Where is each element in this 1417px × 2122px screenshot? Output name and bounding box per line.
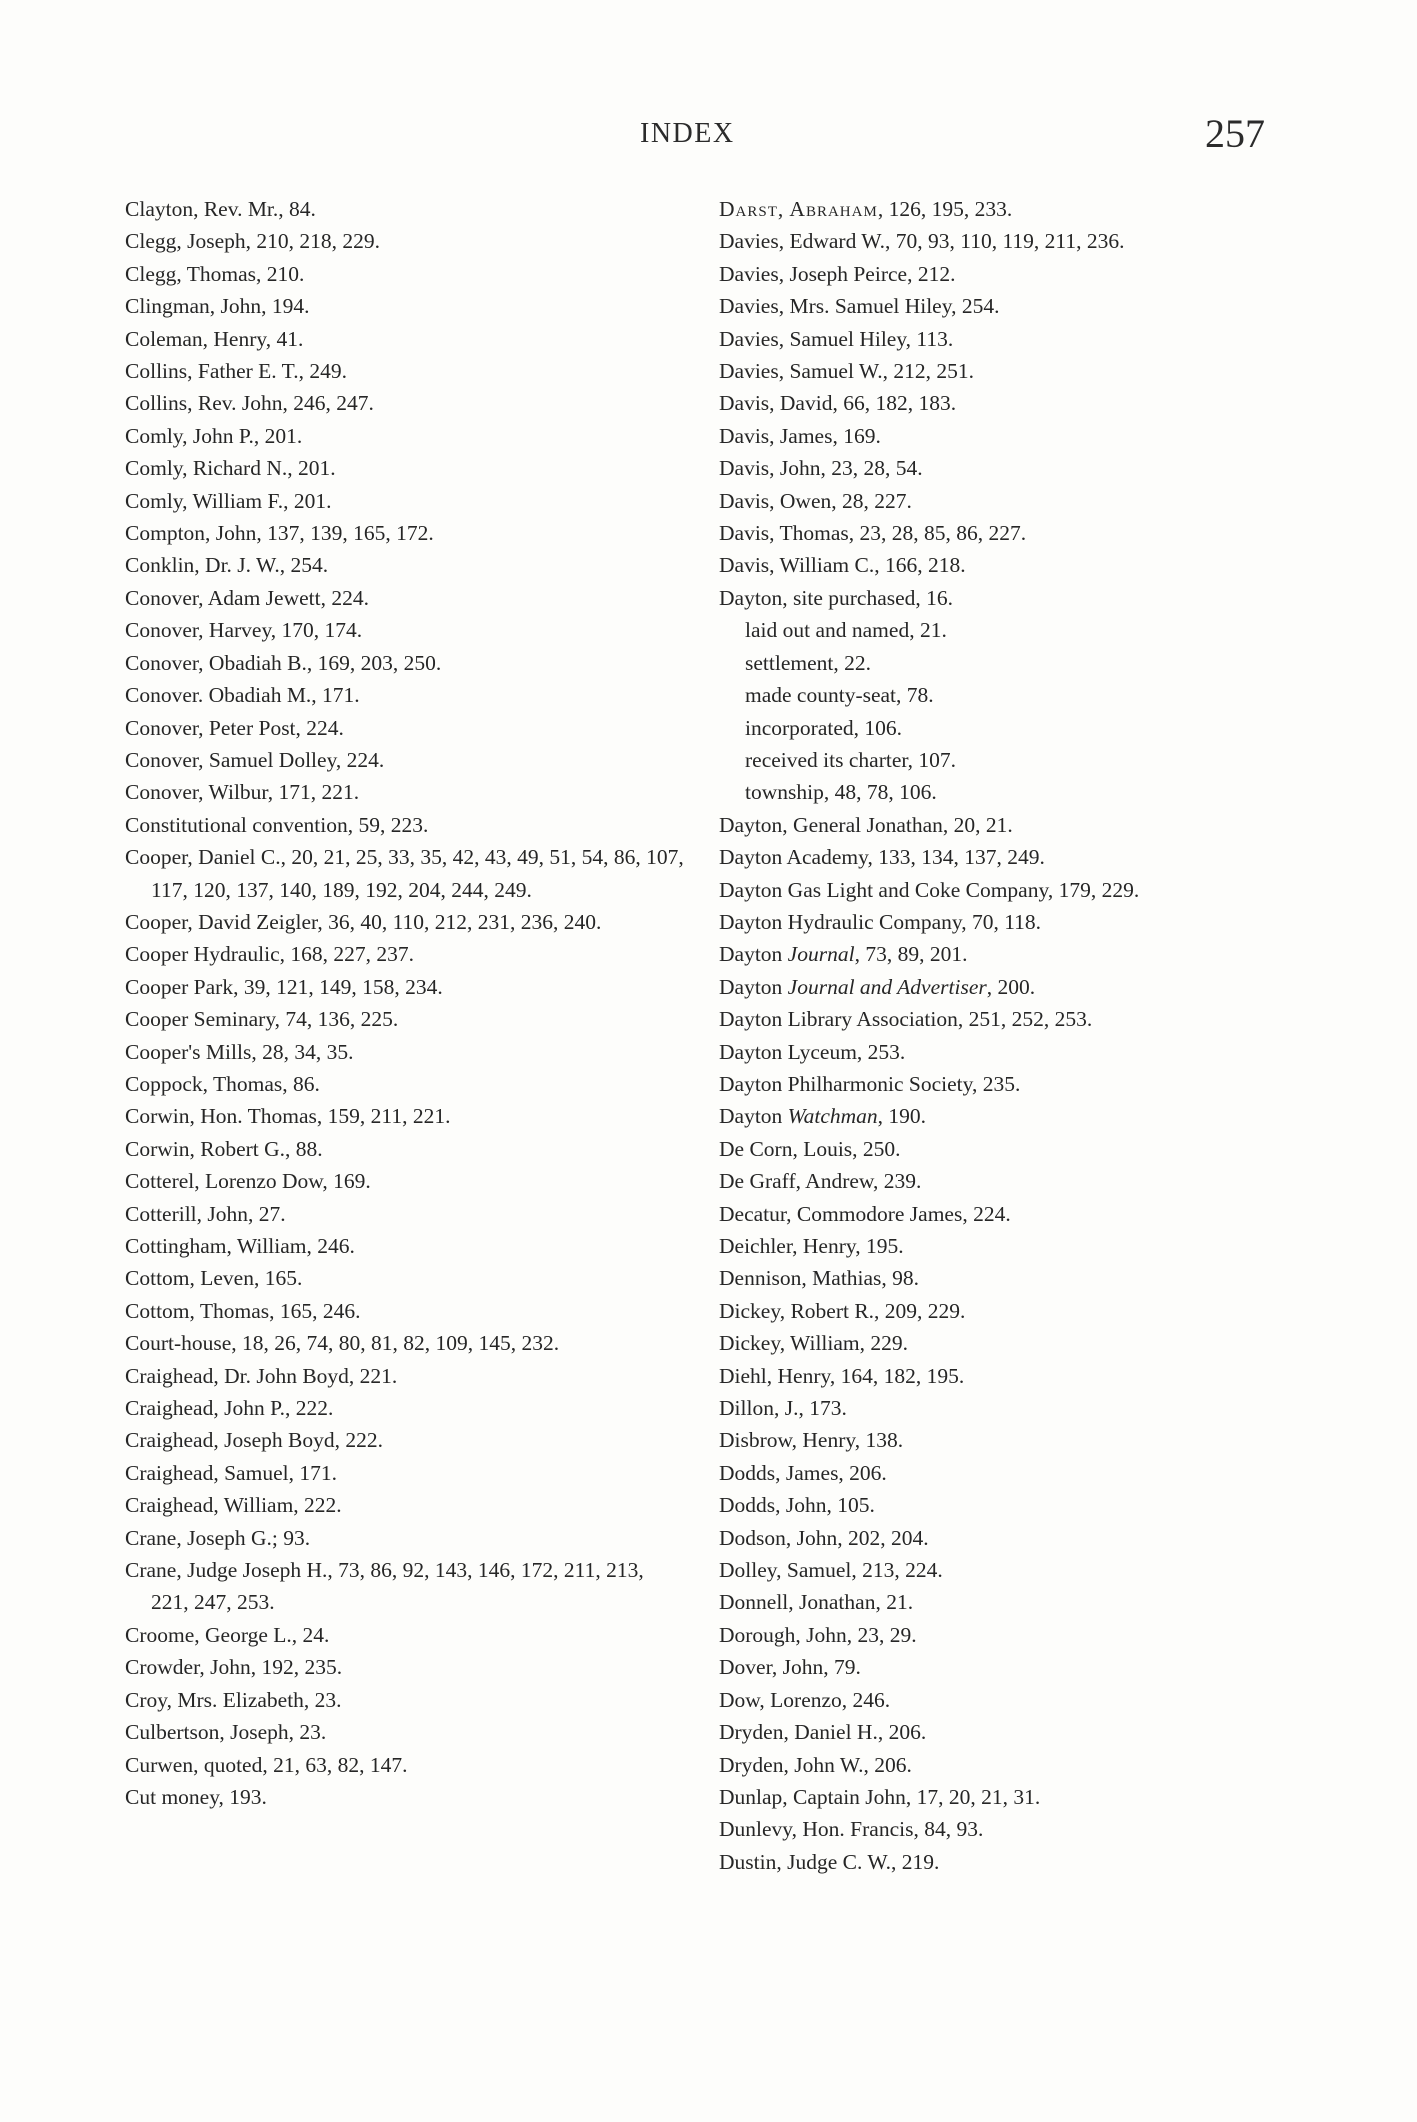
- index-entry: Diehl, Henry, 164, 182, 195.: [719, 1363, 965, 1388]
- index-entry: Cooper Seminary, 74, 136, 225.: [125, 1007, 399, 1032]
- index-entry: Conklin, Dr. J. W., 254.: [125, 553, 329, 578]
- index-entry: Cottom, Leven, 165.: [125, 1266, 303, 1291]
- index-entry: De Graff, Andrew, 239.: [719, 1169, 922, 1194]
- index-entry: Dover, John, 79.: [719, 1655, 861, 1680]
- index-entry: Dayton Academy, 133, 134, 137, 249.: [719, 845, 1045, 870]
- index-subentry: township, 48, 78, 106.: [745, 780, 937, 805]
- index-entry: Crane, Joseph G.; 93.: [125, 1525, 311, 1550]
- index-entry: Dillon, J., 173.: [719, 1396, 847, 1421]
- index-entry: Cooper Hydraulic, 168, 227, 237.: [125, 942, 415, 967]
- index-entry: Craighead, Dr. John Boyd, 221.: [125, 1363, 398, 1388]
- index-group: [719, 225, 1309, 614]
- page-number: 257: [1205, 111, 1265, 156]
- index-entry: Davis, William C., 166, 218.: [719, 553, 966, 578]
- index-entry: Davies, Edward W., 70, 93, 110, 119, 211, 236.: [719, 229, 1125, 254]
- index-entry: Dodson, John, 202, 204.: [719, 1525, 929, 1550]
- index-group: [719, 1003, 1309, 1100]
- index-entry: Dryden, John W., 206.: [719, 1752, 912, 1777]
- index-entry: De Corn, Louis, 250.: [719, 1136, 901, 1161]
- index-subentry: incorporated, 106.: [745, 715, 903, 740]
- index-entry: Crane, Judge Joseph H., 73, 86, 92, 143, 146, 172, 211, 213, 221, 247, 253.: [125, 1558, 644, 1615]
- index-entry: Cut money, 193.: [125, 1784, 267, 1809]
- index-entry: Croy, Mrs. Elizabeth, 23.: [125, 1687, 342, 1712]
- index-entry: Conover, Wilbur, 171, 221.: [125, 780, 360, 805]
- index-column-left: [125, 193, 685, 1813]
- index-entry: Cottingham, William, 246.: [125, 1234, 355, 1258]
- index-entry: Dayton Journal and Advertiser, 200.: [719, 974, 1036, 999]
- index-entry: Cotterill, John, 27.: [125, 1201, 286, 1226]
- index-entry: Davies, Samuel Hiley, 113.: [719, 326, 954, 351]
- index-entry: Dayton Philharmonic Society, 235.: [719, 1071, 1021, 1096]
- index-entry: Davis, Thomas, 23, 28, 85, 86, 227.: [719, 521, 1027, 546]
- index-entry: Dennison, Mathias, 98.: [719, 1266, 920, 1291]
- index-entry: Craighead, Samuel, 171.: [125, 1460, 337, 1485]
- index-column-right: [719, 193, 1309, 1878]
- index-entry: Court-house, 18, 26, 74, 80, 81, 82, 109, 145, 232.: [125, 1331, 560, 1356]
- index-entry: Coppock, Thomas, 86.: [125, 1071, 320, 1096]
- index-entry: Deichler, Henry, 195.: [719, 1234, 904, 1258]
- index-entry: Dayton Lyceum, 253.: [719, 1039, 906, 1064]
- index-entry: [719, 193, 1309, 225]
- index-entry: Davies, Joseph Peirce, 212.: [719, 261, 956, 286]
- index-entry: Craighead, John P., 222.: [125, 1396, 334, 1421]
- index-entry: Comly, John P., 201.: [125, 423, 303, 448]
- index-entry: Decatur, Commodore James, 224.: [719, 1201, 1011, 1226]
- index-subentry: received its charter, 107.: [745, 747, 957, 772]
- index-entry: Conover, Obadiah B., 169, 203, 250.: [125, 650, 442, 675]
- index-entry: Dickey, William, 229.: [719, 1331, 909, 1356]
- index-entry: Dickey, Robert R., 209, 229.: [719, 1298, 966, 1323]
- index-entry: Comly, Richard N., 201.: [125, 456, 336, 481]
- index-entry: Coleman, Henry, 41.: [125, 326, 304, 351]
- index-entry: Dodds, John, 105.: [719, 1493, 875, 1518]
- index-entry: Dunlevy, Hon. Francis, 84, 93.: [719, 1817, 984, 1842]
- index-entry: Constitutional convention, 59, 223.: [125, 812, 429, 837]
- index-entry: Conover, Adam Jewett, 224.: [125, 585, 369, 610]
- index-entry: Davis, James, 169.: [719, 423, 881, 448]
- index-entry: Clegg, Joseph, 210, 218, 229.: [125, 229, 381, 254]
- index-entry: Dunlap, Captain John, 17, 20, 21, 31.: [719, 1784, 1041, 1809]
- index-entry: Corwin, Robert G., 88.: [125, 1136, 323, 1161]
- index-entry: Collins, Father E. T., 249.: [125, 359, 347, 384]
- index-entry: Davis, Owen, 28, 227.: [719, 488, 912, 513]
- index-entry: Cotterel, Lorenzo Dow, 169.: [125, 1169, 371, 1194]
- page-header: [0, 111, 1417, 168]
- index-entry: Cooper, Daniel C., 20, 21, 25, 33, 35, 42, 43, 49, 51, 54, 86, 107, 117, 120, 137, 140, 189, 192, 204, 244, 249.: [125, 845, 684, 902]
- index-entry: Dayton Library Association, 251, 252, 253.: [719, 1007, 1093, 1032]
- running-title: INDEX: [640, 118, 735, 149]
- index-entry: Craighead, William, 222.: [125, 1493, 342, 1518]
- publication-title: Journal and Advertiser: [787, 974, 987, 999]
- index-entry: Dayton Hydraulic Company, 70, 118.: [719, 909, 1042, 934]
- publication-title: Watchman: [787, 1104, 878, 1129]
- index-entry: Dryden, Daniel H., 206.: [719, 1720, 927, 1745]
- index-entry: Dodds, James, 206.: [719, 1460, 887, 1485]
- publication-title: Journal: [787, 942, 855, 967]
- index-entry: Clingman, John, 194.: [125, 294, 310, 319]
- index-entry: Compton, John, 137, 139, 165, 172.: [125, 521, 434, 546]
- index-entry: Conover, Harvey, 170, 174.: [125, 618, 363, 643]
- index-entry: Davis, David, 66, 182, 183.: [719, 391, 957, 416]
- index-entry: Comly, William F., 201.: [125, 488, 332, 513]
- index-entry: Conover, Samuel Dolley, 224.: [125, 747, 385, 772]
- index-entry: Crowder, John, 192, 235.: [125, 1655, 343, 1680]
- index-entry: Dorough, John, 23, 29.: [719, 1622, 917, 1647]
- index-entry: Cooper's Mills, 28, 34, 35.: [125, 1039, 354, 1064]
- index-entry: Dustin, Judge C. W., 219.: [719, 1849, 940, 1874]
- index-entry: Dow, Lorenzo, 246.: [719, 1687, 891, 1712]
- index-entry: Davis, John, 23, 28, 54.: [719, 456, 923, 481]
- index-entry: Dayton, site purchased, 16.: [719, 585, 954, 610]
- index-entry: Davies, Samuel W., 212, 251.: [719, 359, 974, 384]
- index-entry: Clayton, Rev. Mr., 84.: [125, 197, 316, 221]
- index-entry: Dayton Journal, 73, 89, 201.: [719, 942, 968, 967]
- index-group: [719, 1133, 1309, 1878]
- index-entry: Dolley, Samuel, 213, 224.: [719, 1558, 943, 1583]
- index-entry: Dayton Watchman, 190.: [719, 1104, 927, 1129]
- index-entry: Curwen, quoted, 21, 63, 82, 147.: [125, 1752, 408, 1777]
- index-entry: Donnell, Jonathan, 21.: [719, 1590, 914, 1615]
- index-entry: Conover, Peter Post, 224.: [125, 715, 344, 740]
- index-entry: Collins, Rev. John, 246, 247.: [125, 391, 374, 416]
- index-entry: Dayton Gas Light and Coke Company, 179, 229.: [719, 877, 1140, 902]
- index-entry: Conover. Obadiah M., 171.: [125, 683, 360, 708]
- index-entry: Culbertson, Joseph, 23.: [125, 1720, 327, 1745]
- index-subentry: settlement, 22.: [745, 650, 871, 675]
- dayton-subentries: [719, 614, 1309, 808]
- index-subentry: laid out and named, 21.: [745, 618, 947, 643]
- index-entry: Cooper, David Zeigler, 36, 40, 110, 212, 231, 236, 240.: [125, 909, 602, 934]
- index-entry: Disbrow, Henry, 138.: [719, 1428, 904, 1453]
- index-group: [719, 809, 1309, 939]
- index-entry: Dayton, General Jonathan, 20, 21.: [719, 812, 1013, 837]
- index-subentry: made county-seat, 78.: [745, 683, 934, 708]
- index-entry: Croome, George L., 24.: [125, 1622, 330, 1647]
- index-entry: Davies, Mrs. Samuel Hiley, 254.: [719, 294, 1000, 319]
- index-entry: Corwin, Hon. Thomas, 159, 211, 221.: [125, 1104, 451, 1129]
- index-entry: Cooper Park, 39, 121, 149, 158, 234.: [125, 974, 443, 999]
- index-entry: Cottom, Thomas, 165, 246.: [125, 1298, 361, 1323]
- index-entry: Clegg, Thomas, 210.: [125, 261, 305, 286]
- index-entry-surname: Darst, Abraham: [719, 197, 878, 221]
- index-entry: Craighead, Joseph Boyd, 222.: [125, 1428, 383, 1453]
- index-entry-pages: , 126, 195, 233.: [877, 197, 1013, 221]
